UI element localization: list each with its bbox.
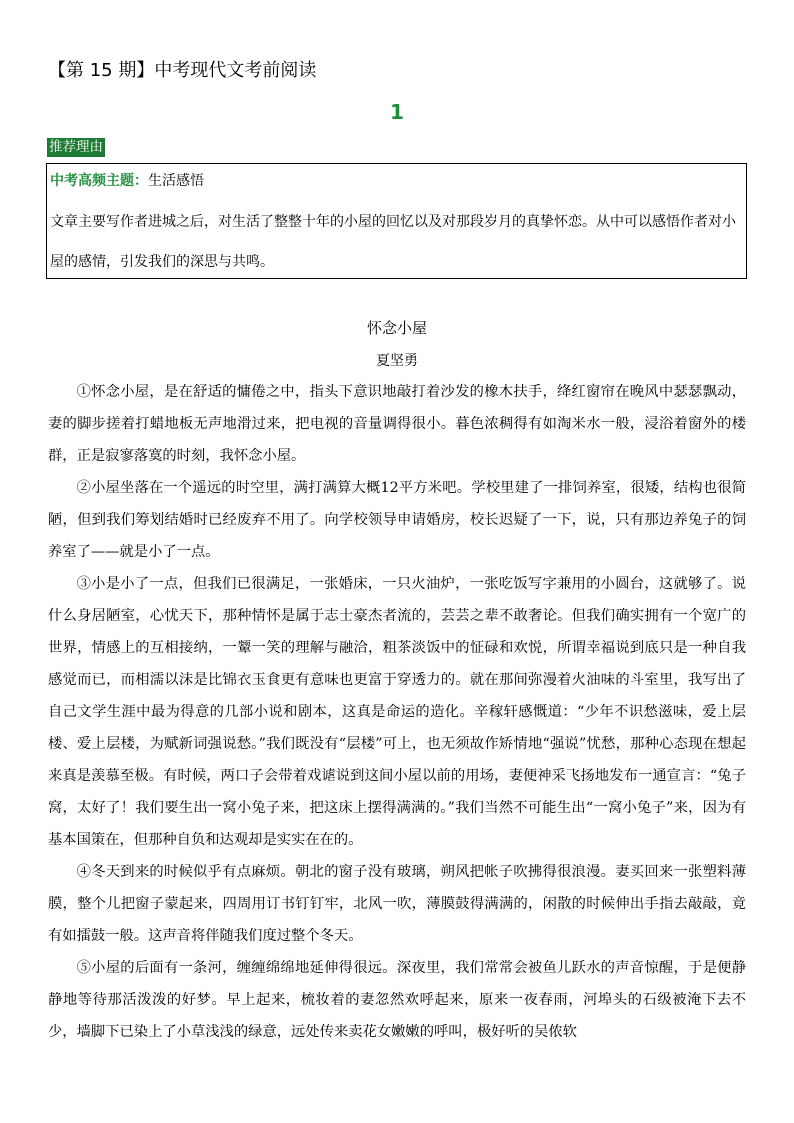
recommendation-box [46, 163, 747, 279]
article-paragraph: ④冬天到来的时候似乎有点麻烦。朝北的窗子没有玻璃，朔风把帐子吹拂得很浪漫。妻买回来一张塑料薄膜，整个儿把窗子蒙起来，四周用订书钉钉牢，北风一吹，薄膜鼓得满满的，闲散的时候伸出手指去敲敲，竟有如擂鼓一般。这声音将伴随我们度过整个冬天。 [48, 864, 746, 944]
theme-label: 中考高频主题： [50, 173, 148, 189]
article-body [48, 376, 746, 1048]
article-title: 怀念小屋 [366, 319, 427, 337]
recommendation-badge: 推荐理由 [49, 139, 103, 155]
page-title: 【第 15 期】中考现代文考前阅读 [48, 60, 317, 81]
article-paragraph: ①怀念小屋，是在舒适的慵倦之中，指头下意识地敲打着沙发的橡木扶手，绛红窗帘在晚风中瑟瑟飘动，妻的脚步搓着打蜡地板无声地滑过来，把电视的音量调得很小。暮色浓稠得有如淘米水一般，浸浴着窗外的楼群，正是寂寥落寞的时刻，我怀念小屋。 [48, 384, 746, 464]
article-paragraph: ②小屋坐落在一个遥远的时空里，满打满算大概12平方米吧。学校里建了一排饲养室，很矮，结构也很简陋，但到我们筹划结婚时已经废弃不用了。向学校领导申请婚房，校长迟疑了一下，说，只有那边养兔子的饲养室了——就是小了一点。 [48, 480, 746, 560]
theme-line [50, 172, 204, 190]
issue-number: 1 [390, 100, 404, 124]
recommendation-text: 文章主要写作者进城之后，对生活了整整十年的小屋的回忆以及对那段岁月的真挚怀恋。从中可以感悟作者对小屋的感情，引发我们的深思与共鸣。 [50, 214, 736, 270]
article-author: 夏坚勇 [376, 353, 418, 369]
article-paragraph: ③小是小了一点，但我们已很满足，一张婚床，一只火油炉，一张吃饭写字兼用的小圆台，这就够了。说什么身居陋室，心忧天下，那种情怀是属于志士豪杰者流的，芸芸之辈不敢奢论。但我们确实拥有一个宽广的世界，情感上的互相接纳，一颦一笑的理解与融洽，粗茶淡饭中的怔碌和欢悦，所谓幸福说到底只是一种自我感觉而已，而相濡以沫是比锦衣玉食更有意味也更富于穿透力的。就在那间弥漫着火油味的斗室里，我写出了自己文学生涯中最为得意的几部小说和剧本，这真是命运的造化。辛稼轩感慨道：“少年不识愁滋味，爱上层楼、爱上层楼，为赋新词强说愁。”我们既没有“层楼”可上，也无须故作矫情地“强说”忧愁，那种心态现在想起来真是羡慕至极。有时候，两口子会带着戏谑说到这间小屋以前的用场，妻便神采飞扬地发布一通宣言：“兔子窝，太好了！我们要生出一窝小兔子来，把这床上摆得满满的。”我们当然不可能生出“一窝小兔子”来，因为有基本国策在，但那种自负和达观却是实实在在的。 [48, 576, 746, 848]
theme-value: 生活感悟 [148, 173, 204, 189]
article-paragraph: ⑤小屋的后面有一条河，缠缠绵绵地延伸得很远。深夜里，我们常常会被鱼儿跃水的声音惊醒，于是便静静地等待那活泼泼的好梦。早上起来，梳妆着的妻忽然欢呼起来，原来一夜春雨，河埠头的石级被淹下去不少，墙脚下已染上了小草浅浅的绿意，远处传来卖花女嫩嫩的呼叫，极好听的吴侬软 [48, 960, 746, 1040]
